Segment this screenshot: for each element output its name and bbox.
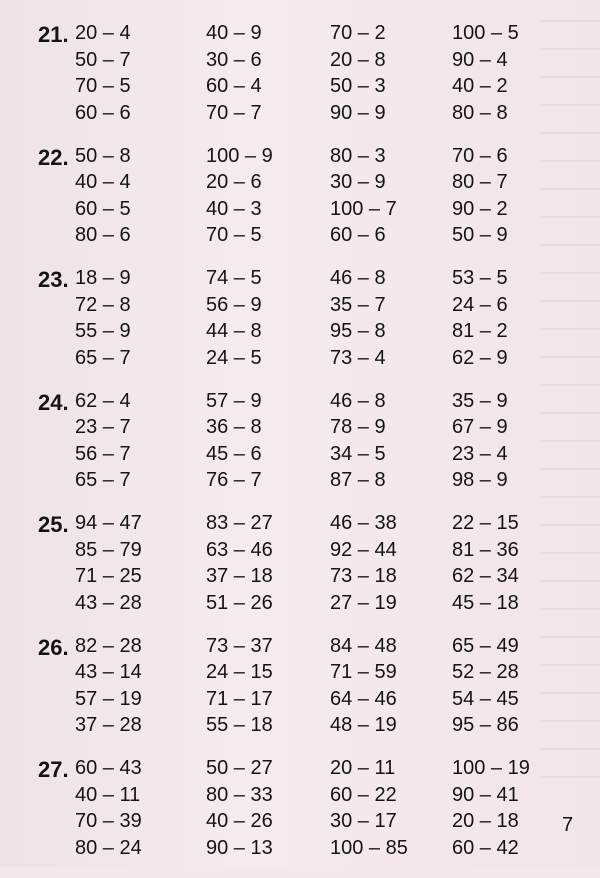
expression: 54 – 45 — [452, 687, 519, 710]
expression: 34 – 5 — [330, 442, 386, 465]
expression: 90 – 13 — [206, 836, 273, 859]
expression: 60 – 6 — [330, 224, 386, 246]
expression: 40 – 2 — [452, 75, 508, 97]
expression: 37 – 28 — [75, 714, 142, 736]
expression: 23 – 4 — [452, 442, 508, 465]
expression: 40 – 4 — [75, 171, 131, 193]
expression: 98 – 9 — [452, 469, 508, 491]
expression: 85 – 79 — [75, 538, 142, 561]
expression: 50 – 7 — [75, 48, 131, 71]
expression: 50 – 8 — [75, 144, 131, 167]
expression: 60 – 6 — [75, 101, 131, 124]
expression: 70 – 5 — [75, 75, 131, 97]
expression: 60 – 42 — [452, 836, 519, 859]
expression: 95 – 8 — [330, 320, 386, 342]
page-number: 7 — [562, 814, 574, 836]
expression-column — [75, 143, 175, 249]
expression: 35 – 9 — [452, 389, 508, 412]
expression: 57 – 19 — [75, 687, 142, 710]
expression: 52 – 28 — [452, 661, 519, 683]
expression: 24 – 15 — [206, 661, 273, 683]
exercise-list — [0, 20, 560, 878]
expression-column — [75, 633, 175, 739]
expression-column — [452, 388, 552, 494]
expression: 70 – 39 — [75, 810, 142, 832]
expression: 40 – 26 — [206, 810, 273, 832]
expression: 23 – 7 — [75, 416, 131, 438]
expression: 83 – 27 — [206, 512, 273, 534]
expression: 74 – 5 — [206, 267, 262, 289]
exercise-block — [0, 633, 560, 746]
expression: 62 – 34 — [452, 565, 519, 587]
exercise-block — [0, 20, 560, 133]
expression: 46 – 38 — [330, 512, 397, 534]
expression: 56 – 7 — [75, 442, 131, 465]
expression: 90 – 9 — [330, 101, 386, 124]
expression: 64 – 46 — [330, 687, 397, 710]
expression: 65 – 7 — [75, 346, 131, 369]
expression: 20 – 6 — [206, 171, 262, 193]
exercise-number: 27. — [38, 757, 69, 782]
expression: 18 – 9 — [75, 267, 131, 289]
expression: 90 – 2 — [452, 197, 508, 220]
expression-column — [452, 633, 552, 739]
expression: 40 – 3 — [206, 197, 262, 220]
expression: 80 – 7 — [452, 171, 508, 193]
expression: 73 – 4 — [330, 346, 386, 369]
expression: 82 – 28 — [75, 634, 142, 657]
expression: 24 – 5 — [206, 346, 262, 369]
expression: 46 – 8 — [330, 267, 386, 289]
expression: 45 – 18 — [452, 591, 519, 614]
expression: 71 – 59 — [330, 661, 397, 683]
expression: 73 – 37 — [206, 634, 273, 657]
expression: 78 – 9 — [330, 416, 386, 438]
expression-column — [75, 755, 175, 861]
exercise-block — [0, 143, 560, 256]
exercise-block — [0, 510, 560, 623]
expression: 44 – 8 — [206, 320, 262, 342]
expression: 92 – 44 — [330, 538, 397, 561]
expression-column — [206, 143, 306, 249]
exercise-number: 25. — [38, 512, 69, 537]
expression-column — [75, 265, 175, 371]
expression: 46 – 8 — [330, 389, 386, 412]
exercise-block — [0, 755, 560, 868]
expression: 50 – 9 — [452, 224, 508, 246]
expression: 87 – 8 — [330, 469, 386, 491]
expression-column — [206, 510, 306, 616]
expression-column — [75, 510, 175, 616]
expression: 65 – 7 — [75, 469, 131, 491]
expression: 62 – 9 — [452, 346, 508, 369]
exercise-number: 26. — [38, 634, 69, 660]
expression-column — [330, 143, 430, 249]
expression-column — [330, 388, 430, 494]
expression-column — [330, 633, 430, 739]
expression: 55 – 18 — [206, 714, 273, 736]
expression: 20 – 4 — [75, 22, 131, 44]
expression: 76 – 7 — [206, 469, 262, 491]
expression-column — [206, 20, 306, 126]
expression-column — [206, 633, 306, 739]
expression: 22 – 15 — [452, 512, 519, 534]
expression: 100 – 5 — [452, 22, 519, 44]
exercise-number: 24. — [38, 389, 69, 415]
expression: 90 – 41 — [452, 783, 519, 806]
expression: 70 – 5 — [206, 224, 262, 246]
exercise-number: 21. — [38, 22, 69, 47]
expression-column — [206, 755, 306, 861]
exercise-block — [0, 265, 560, 378]
expression-column — [330, 755, 430, 861]
expression: 81 – 2 — [452, 320, 508, 342]
expression: 100 – 9 — [206, 144, 273, 167]
expression: 71 – 17 — [206, 687, 273, 710]
expression: 51 – 26 — [206, 591, 273, 614]
expression: 48 – 19 — [330, 714, 397, 736]
expression-column — [330, 510, 430, 616]
expression: 36 – 8 — [206, 416, 262, 438]
expression: 30 – 17 — [330, 810, 397, 832]
expression: 90 – 4 — [452, 48, 508, 71]
expression: 60 – 22 — [330, 783, 397, 806]
exercise-block — [0, 388, 560, 501]
expression: 40 – 11 — [75, 783, 141, 806]
expression-column — [75, 20, 175, 126]
expression: 70 – 2 — [330, 22, 386, 44]
expression: 80 – 3 — [330, 144, 386, 167]
expression: 72 – 8 — [75, 293, 131, 316]
expression-column — [206, 265, 306, 371]
expression: 84 – 48 — [330, 634, 397, 657]
expression: 100 – 85 — [330, 836, 408, 859]
expression: 95 – 86 — [452, 714, 519, 736]
expression: 43 – 14 — [75, 661, 142, 683]
expression: 55 – 9 — [75, 320, 131, 342]
expression: 53 – 5 — [452, 267, 508, 289]
expression: 73 – 18 — [330, 565, 397, 587]
expression: 80 – 6 — [75, 224, 131, 246]
expression: 62 – 4 — [75, 389, 131, 412]
expression: 27 – 19 — [330, 591, 397, 614]
expression: 37 – 18 — [206, 565, 273, 587]
expression: 40 – 9 — [206, 22, 262, 44]
expression: 80 – 33 — [206, 783, 273, 806]
expression: 100 – 19 — [452, 757, 530, 779]
exercise-number: 23. — [38, 267, 69, 292]
expression: 60 – 4 — [206, 75, 262, 97]
expression: 80 – 8 — [452, 101, 508, 124]
expression: 20 – 8 — [330, 48, 386, 71]
expression: 80 – 24 — [75, 836, 142, 859]
expression-column — [206, 388, 306, 494]
expression-column — [452, 510, 552, 616]
expression: 65 – 49 — [452, 634, 519, 657]
expression: 70 – 7 — [206, 101, 262, 124]
expression: 30 – 6 — [206, 48, 262, 71]
expression-column — [452, 265, 552, 371]
expression: 50 – 27 — [206, 757, 273, 779]
expression-column — [452, 20, 552, 126]
expression-column — [452, 755, 552, 861]
expression: 100 – 7 — [330, 197, 397, 220]
expression: 35 – 7 — [330, 293, 386, 316]
expression: 81 – 36 — [452, 538, 519, 561]
expression: 70 – 6 — [452, 144, 508, 167]
expression-column — [75, 388, 175, 494]
expression: 60 – 43 — [75, 757, 142, 779]
expression: 30 – 9 — [330, 171, 386, 193]
expression-column — [330, 265, 430, 371]
exercise-number: 22. — [38, 144, 69, 170]
expression: 43 – 28 — [75, 591, 142, 614]
expression: 45 – 6 — [206, 442, 262, 465]
expression: 67 – 9 — [452, 416, 508, 438]
expression: 20 – 11 — [330, 757, 396, 779]
expression-column — [452, 143, 552, 249]
expression: 24 – 6 — [452, 293, 508, 316]
expression: 63 – 46 — [206, 538, 273, 561]
expression-column — [330, 20, 430, 126]
expression: 56 – 9 — [206, 293, 262, 316]
expression: 57 – 9 — [206, 389, 262, 412]
expression: 60 – 5 — [75, 197, 131, 220]
expression: 71 – 25 — [75, 565, 142, 587]
expression: 20 – 18 — [452, 810, 519, 832]
expression: 50 – 3 — [330, 75, 386, 97]
expression: 94 – 47 — [75, 512, 142, 534]
